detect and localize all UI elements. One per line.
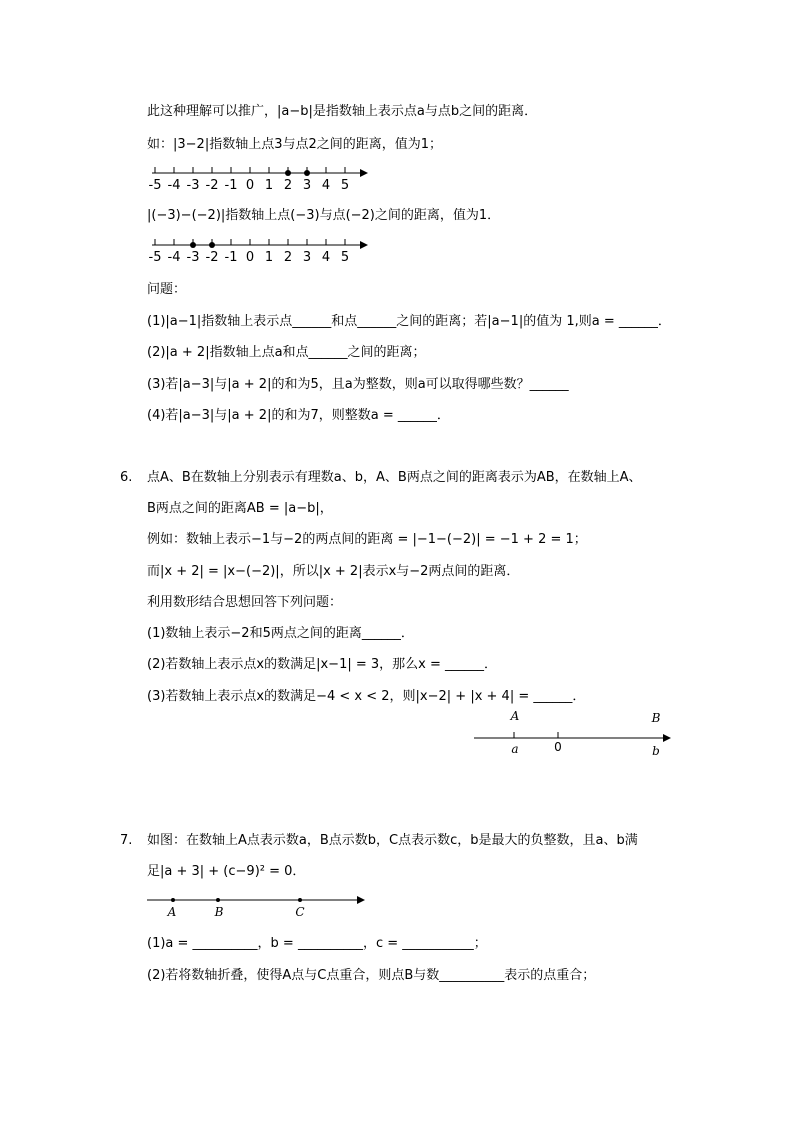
problem-7-number: 7.: [120, 833, 133, 848]
label-b: b: [652, 744, 660, 758]
tick-label: 1: [264, 250, 274, 265]
tick-label: 5: [340, 178, 350, 193]
point-3: [304, 170, 310, 176]
tick-label: -5: [148, 178, 162, 193]
tick-label: -2: [205, 250, 219, 265]
p6-line-3: 例如：数轴上表示−1与−2的两点间的距离 = |−1−(−2)| = −1 + 2 = 1；: [147, 532, 587, 547]
tick-label: 0: [245, 250, 255, 265]
tick-label: -3: [186, 250, 200, 265]
p7-line-1: 如图：在数轴上A点表示数a，B点示数b，C点表示数c，b是最大的负整数，且a、b满: [147, 833, 638, 848]
point-C: [298, 898, 302, 902]
p6-question-1: (1)数轴上表示−2和5两点之间的距离______．: [147, 626, 414, 641]
tick-label: -1: [224, 250, 238, 265]
problem-6-number: 6.: [120, 470, 133, 485]
intro-question-4: (4)若|a−3|与|a + 2|的和为7，则整数a = ______．: [147, 408, 450, 423]
p6-line-4: 而|x + 2| = |x−(−2)|，所以|x + 2|表示x与−2两点间的距离．: [147, 564, 520, 579]
p6-question-3: (3)若数轴上表示点x的数满足−4 < x < 2，则|x−2| + |x + 4| = ______．: [147, 689, 586, 704]
tick-label: -2: [205, 178, 219, 193]
label-A: A: [510, 709, 520, 723]
tick-label: 2: [283, 250, 293, 265]
tick-label: 3: [302, 250, 312, 265]
intro-question-2: (2)|a + 2|指数轴上点a和点______之间的距离；: [147, 345, 426, 360]
p7-question-1: (1)a = __________，b = __________，c = ___________；: [147, 936, 487, 951]
tick-label: -5: [148, 250, 162, 265]
intro-line-1: 此这种理解可以推广，|a−b|是指数轴上表示点a与点b之间的距离．: [147, 104, 538, 119]
intro-question-1: (1)|a−1|指数轴上表示点______和点______之间的距离；若|a−1|的值为 1,则a = ______．: [147, 314, 671, 329]
p7-question-2: (2)若将数轴折叠，使得A点与C点重合，则点B与数__________表示的点重合；: [147, 968, 596, 983]
tick-label: 3: [302, 178, 312, 193]
label-A: A: [167, 905, 177, 919]
label-C: C: [295, 905, 305, 919]
p6-line-2: B两点之间的距离AB = |a−b|，: [147, 501, 333, 516]
p6-number-line: [470, 708, 680, 763]
tick-label: -4: [167, 178, 181, 193]
tick-label: -4: [167, 250, 181, 265]
tick-label: 4: [321, 250, 331, 265]
tick-label: 4: [321, 178, 331, 193]
tick-label: 2: [283, 178, 293, 193]
point-B: [216, 898, 220, 902]
questions-label: 问题：: [147, 282, 187, 297]
label-a: a: [511, 742, 519, 756]
intro-line-3: |(−3)−(−2)|指数轴上点(−3)与点(−2)之间的距离，值为1．: [147, 208, 501, 223]
intro-question-3: (3)若|a−3|与|a + 2|的和为5，且a为整数，则a可以取得哪些数？______: [147, 377, 569, 392]
label-B: B: [651, 711, 661, 725]
tick-label: -1: [224, 178, 238, 193]
point-neg2: [209, 242, 215, 248]
point-A: [171, 898, 175, 902]
p7-line-2: 足|a + 3| + (c−9)² = 0．: [147, 864, 306, 879]
point-neg3: [190, 242, 196, 248]
p6-line-1: 点A、B在数轴上分别表示有理数a、b，A、B两点之间的距离表示为AB，在数轴上A、: [147, 470, 642, 485]
label-B: B: [214, 905, 224, 919]
label-zero: 0: [554, 740, 562, 754]
point-2: [285, 170, 291, 176]
p6-question-2: (2)若数轴上表示点x的数满足|x−1| = 3，那么x = ______．: [147, 657, 498, 672]
number-line-2: [150, 234, 380, 274]
p6-line-5: 利用数形结合思想回答下列问题：: [147, 595, 343, 610]
tick-label: -3: [186, 178, 200, 193]
tick-label: 1: [264, 178, 274, 193]
intro-line-2: 如：|3−2|指数轴上点3与点2之间的距离，值为1；: [147, 137, 443, 152]
tick-label: 0: [245, 178, 255, 193]
number-line-1: [150, 162, 380, 202]
p7-number-line: [145, 890, 375, 925]
tick-label: 5: [340, 250, 350, 265]
